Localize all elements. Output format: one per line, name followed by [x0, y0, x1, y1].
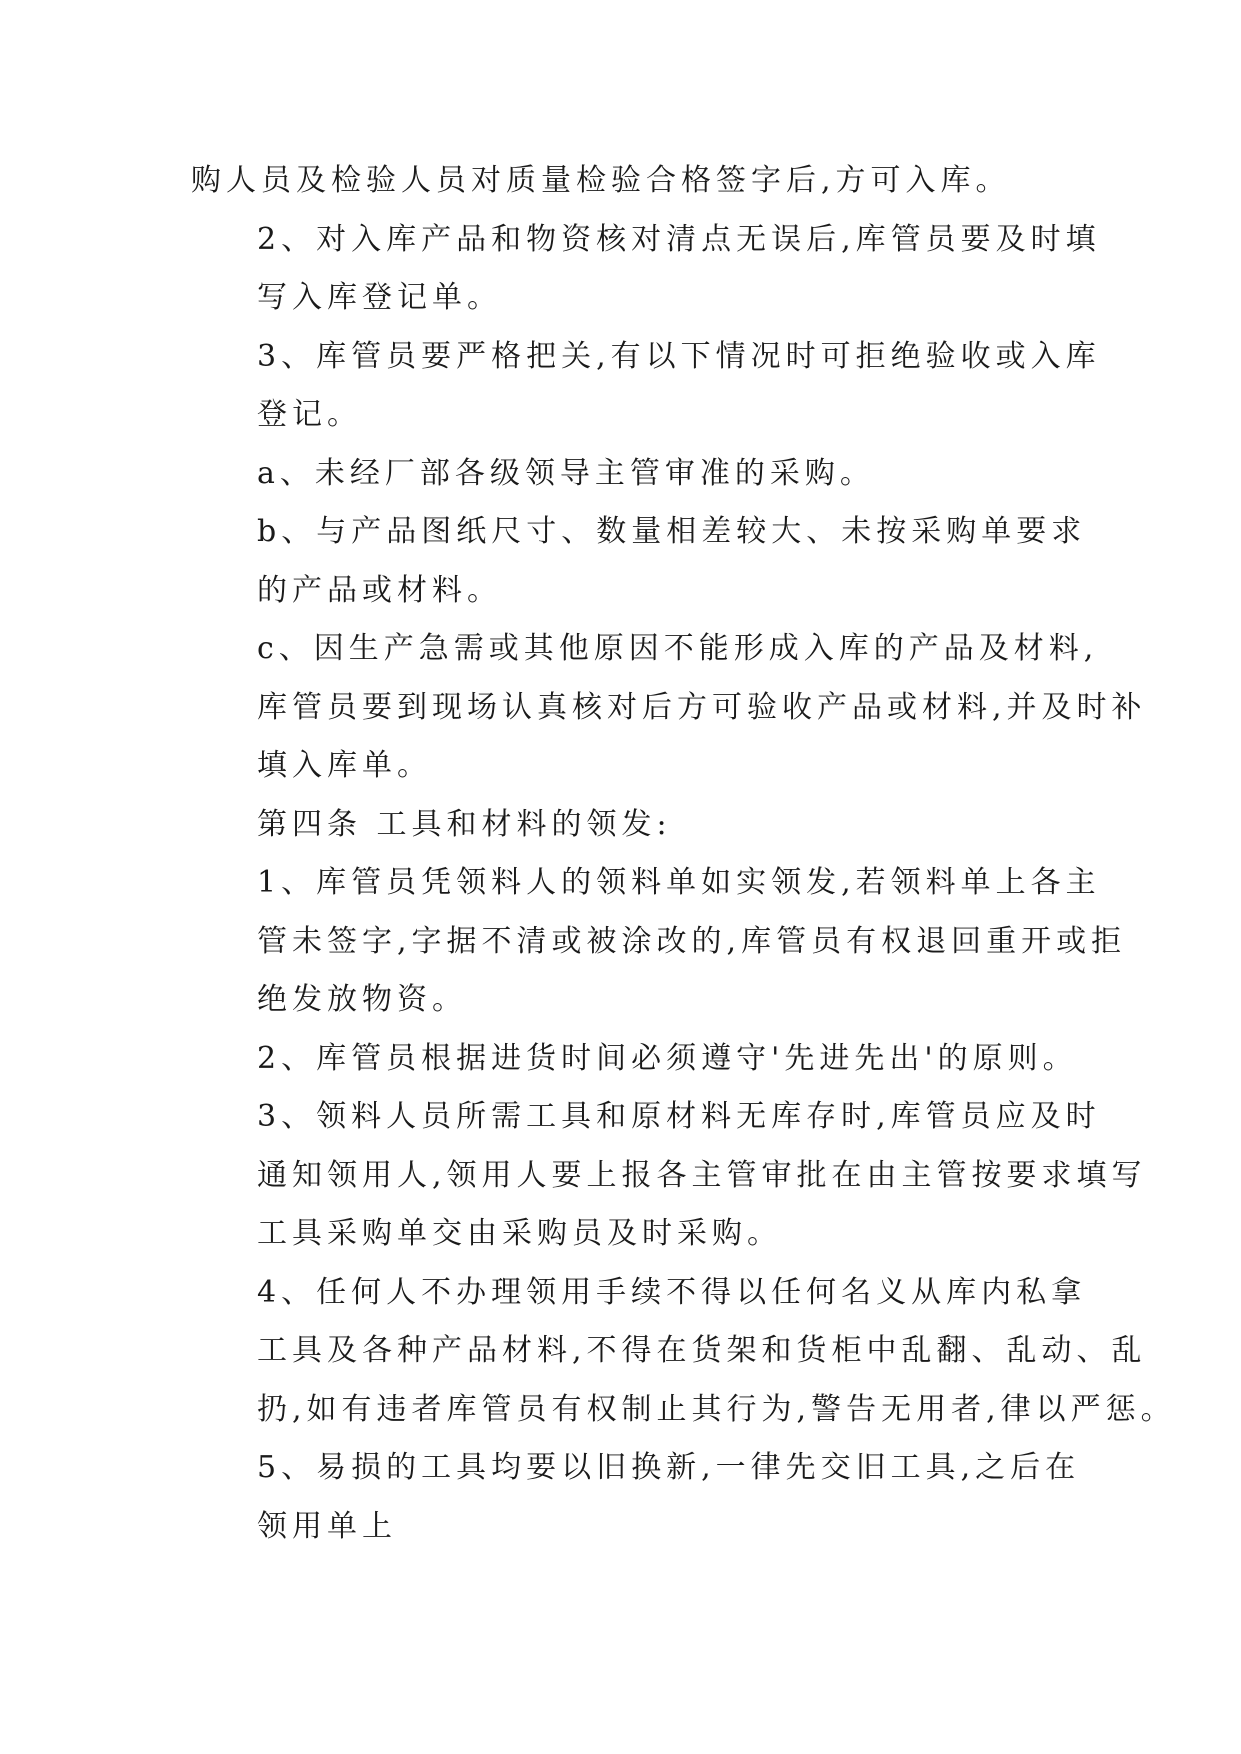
paragraph-item-3-strict-control: [191, 328, 1101, 445]
paragraph-item-a: [191, 445, 1051, 504]
text-line: 登记。: [257, 397, 362, 432]
text-line: 工具及各种产品材料,不得在货架和货柜中乱翻、乱动、乱: [257, 1333, 1147, 1368]
text-line: 3、领料人员所需工具和原材料无库存时,库管员应及时: [257, 1099, 1101, 1134]
paragraph-item-c: [191, 620, 1147, 796]
text-line: 2、对入库产品和物资核对清点无误后,库管员要及时填: [257, 221, 1101, 257]
text-line: 管未签字,字据不清或被涂改的,库管员有权退回重开或拒: [257, 923, 1127, 959]
paragraph-issue-item-3: [191, 1088, 1147, 1264]
text-line: 工具采购单交由采购员及时采购。: [257, 1216, 782, 1251]
text-line: 5、易损的工具均要以旧换新,一律先交旧工具,之后在: [257, 1450, 1081, 1485]
text-line: 4、任何人不办理领用手续不得以任何名义从库内私拿: [257, 1274, 1087, 1310]
text-line: 库管员要到现场认真核对后方可验收产品或材料,并及时补: [257, 689, 1147, 725]
section-heading-article-4: [191, 796, 1051, 855]
document-body: [191, 152, 1176, 1556]
text-line: 填入库单。: [257, 748, 432, 783]
paragraph-continuation: [191, 152, 1051, 211]
text-line: 2、库管员根据进货时间必须遵守'先进先出'的原则。: [257, 1040, 1078, 1076]
text-line: a、未经厂部各级领导主管审准的采购。: [257, 455, 875, 491]
text-line: 领用单上: [257, 1508, 397, 1544]
text-line: 1、库管员凭领料人的领料单如实领发,若领料单上各主: [257, 865, 1101, 900]
paragraph-issue-item-5: [191, 1439, 1081, 1556]
paragraph-issue-item-2: [191, 1030, 1078, 1089]
paragraph-item-b: [191, 503, 1087, 620]
text-line: 第四条 工具和材料的领发:: [257, 806, 672, 842]
text-line: 3、库管员要严格把关,有以下情况时可拒绝验收或入库: [257, 338, 1101, 374]
text-line: 通知领用人,领用人要上报各主管审批在由主管按要求填写: [257, 1157, 1147, 1193]
text-line: 扔,如有违者库管员有权制止其行为,警告无用者,律以严惩。: [257, 1391, 1176, 1427]
text-line: 绝发放物资。: [257, 982, 467, 1017]
paragraph-item-2-check-inventory: [191, 211, 1101, 328]
paragraph-issue-item-4: [191, 1264, 1176, 1440]
paragraph-issue-item-1: [191, 854, 1127, 1030]
text-line: b、与产品图纸尺寸、数量相差较大、未按采购单要求: [257, 514, 1087, 549]
text-line: 写入库登记单。: [257, 280, 502, 315]
text-line: 的产品或材料。: [257, 572, 502, 608]
text-line: 购人员及检验人员对质量检验合格签字后,方可入库。: [191, 163, 1011, 198]
text-line: c、因生产急需或其他原因不能形成入库的产品及材料,: [257, 631, 1099, 666]
